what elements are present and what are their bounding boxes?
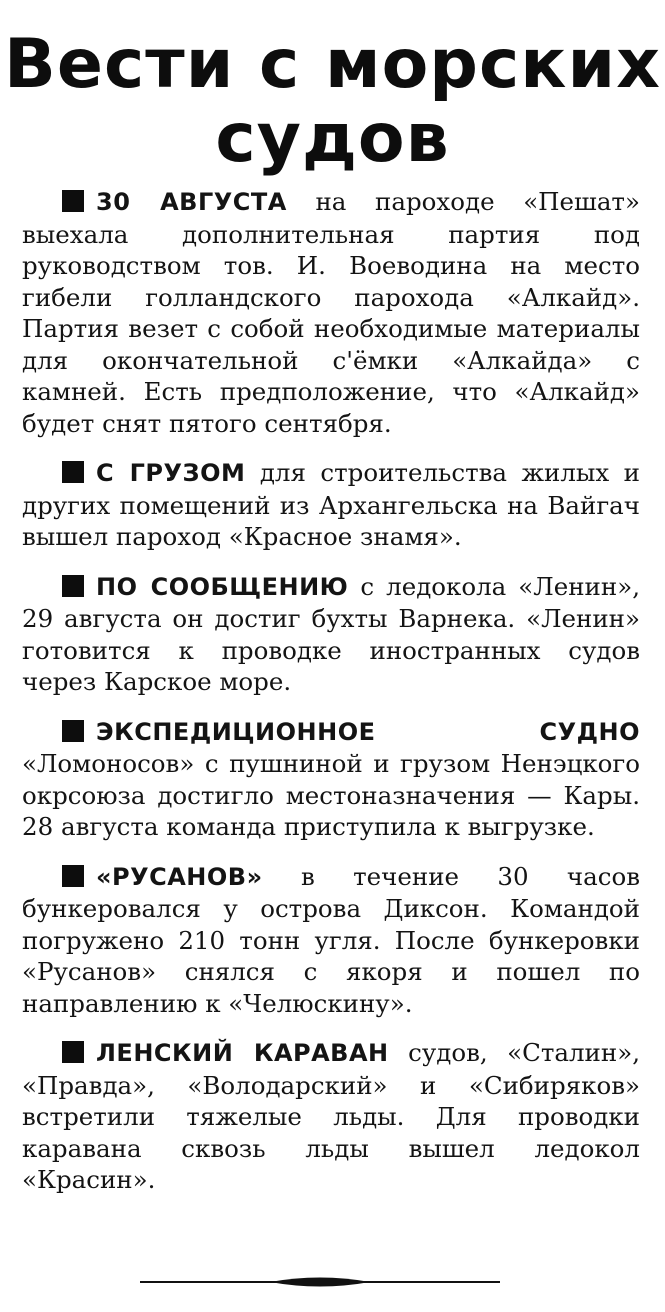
headline-line-1: Вести с морских xyxy=(4,25,661,104)
news-item xyxy=(22,571,640,698)
news-item xyxy=(22,457,640,553)
news-item xyxy=(22,186,640,439)
news-item-lead: ЛЕНСКИЙ КАРАВАН xyxy=(96,1039,389,1067)
news-item-lead: ПО СООБЩЕНИЮ xyxy=(96,572,349,601)
news-item-text: с ледокола «Ленин», 29 августа он достиг бухты Варнека. «Ленин» готовится к проводке иностранных судов через Карское море. xyxy=(22,571,640,696)
ornamental-divider xyxy=(140,1272,500,1292)
headline-line-2: судов xyxy=(215,99,450,178)
square-bullet-icon xyxy=(62,461,84,483)
news-item xyxy=(22,1037,640,1196)
square-bullet-icon xyxy=(62,1041,84,1063)
news-item-text: судов, «Сталин», «Правда», «Володарский» и «Сибиряков» встретили тяжелые льды. Для проводки каравана сквозь льды вышел ледокол «Красин». xyxy=(22,1038,640,1194)
news-item xyxy=(22,861,640,1020)
square-bullet-icon xyxy=(62,575,84,597)
news-item xyxy=(22,716,640,843)
news-item-text: на пароходе «Пешат» выехала дополнительная партия под руководством тов. И. Воеводина на место гибели голландского парохода «Алкайд». Партия везет с собой необходимые материалы для окончательной с'ёмки «Алкайда» с камней. Есть предположение, что «Алкайд» будет снят пятого сентября. xyxy=(22,187,640,438)
news-item-lead: «РУСАНОВ» xyxy=(96,862,263,891)
news-item-lead: С ГРУЗОМ xyxy=(96,459,246,487)
news-item-text: «Ломоносов» с пушниной и грузом Ненэцкого окрсоюза достигло местоназначения — Кары. 28 августа команда приступила к выгрузке. xyxy=(22,749,640,841)
square-bullet-icon xyxy=(62,865,84,887)
news-item-lead: 30 АВГУСТА xyxy=(96,188,287,216)
square-bullet-icon xyxy=(62,190,84,212)
article-headline xyxy=(0,0,665,176)
news-item-lead: ЭКСПЕДИЦИОННОЕ СУДНО xyxy=(96,717,640,746)
square-bullet-icon xyxy=(62,720,84,742)
news-item-text: в течение 30 часов бункеровался у острова Диксон. Командой погружено 210 тонн угля. После бункеровки «Русанов» снялся с якоря и пошел по направлению к «Челюскину». xyxy=(22,861,640,1018)
news-items xyxy=(22,186,640,1214)
news-item-text: для строительства жилых и других помещений из Архангельска на Вайгач вышел пароход «Красное знамя». xyxy=(22,458,640,551)
